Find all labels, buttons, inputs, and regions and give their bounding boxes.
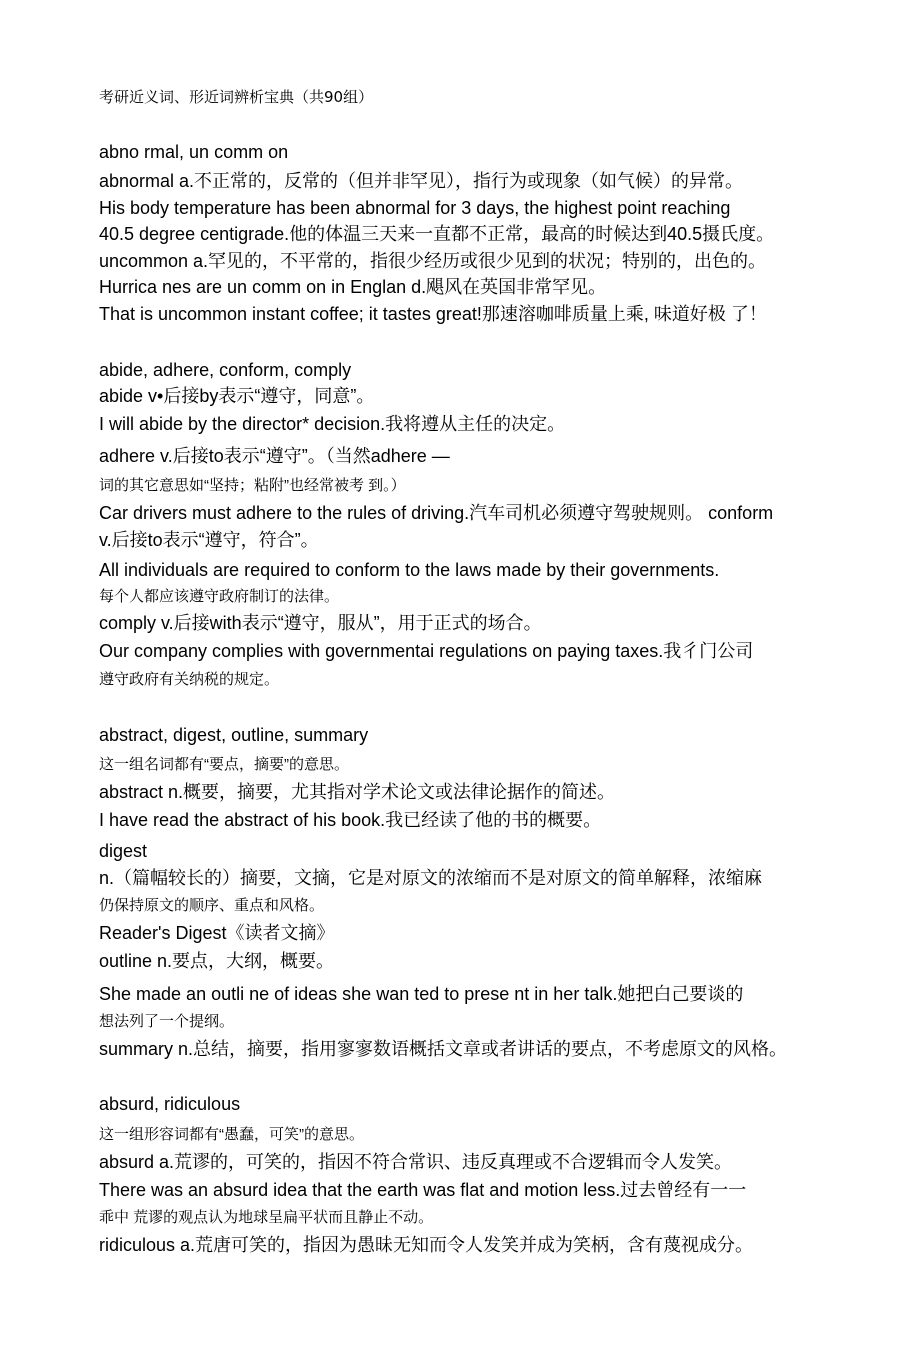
- text-line: outline n.要点，大纲，概要。: [99, 951, 335, 971]
- text-line: 遵守政府有关纳税的规定。: [99, 671, 280, 688]
- text-line: uncommon a.罕见的，不平常的，指很少经历或很少见到的状况；特别的，出色的。: [99, 251, 767, 271]
- text-line: 词的其它意思如“坚持；粘附”也经常被考 到。）: [99, 477, 406, 494]
- text-line: 乖中 荒谬的观点认为地球呈扁平状而且静止不动。: [99, 1209, 434, 1226]
- text-line: v.后接to表示“遵守，符合”。: [99, 530, 319, 550]
- text-line: abnormal a.不正常的，反常的（但并非罕见），指行为或现象（如气候）的异常。: [99, 171, 744, 191]
- text-line: That is uncommon instant coffee; it tastes great!那速溶咖啡质量上乘, 味道好极 了！: [99, 304, 767, 324]
- text-line: 40.5 degree centigrade.他的体温三天来一直都不正常，最高的时候达到40.5摄氏度。: [99, 224, 775, 244]
- text-line: His body temperature has been abnormal for 3 days, the highest point reaching: [99, 198, 731, 218]
- text-line: abide v•后接by表示“遵守，同意”。: [99, 386, 375, 406]
- text-line: There was an absurd idea that the earth was flat and motion less.过去曾经有一一: [99, 1180, 747, 1200]
- entry-heading: abno rmal, un comm on: [99, 142, 289, 162]
- text-line: 仍保持原文的顺序、重点和风格。: [99, 897, 325, 914]
- text-line: comply v.后接with表示“遵守，服从”，用于正式的场合。: [99, 613, 542, 633]
- text-line: I have read the abstract of his book.我已经读了他的书的概要。: [99, 810, 602, 830]
- text-line: ridiculous a.荒唐可笑的，指因为愚昧无知而令人发笑并成为笑柄，含有蔑视成分。: [99, 1235, 754, 1255]
- text-line: 每个人都应该遵守政府制订的法律。: [99, 588, 340, 605]
- text-line: digest: [99, 841, 148, 861]
- document-title: 考研近义词、形近词辨析宝典（共90组）: [99, 88, 374, 106]
- text-line: All individuals are required to conform to the laws made by their governments.: [99, 560, 720, 580]
- text-line: 这一组形容词都有“愚蠢，可笑”的意思。: [99, 1126, 364, 1143]
- entry-heading: abstract, digest, outline, summary: [99, 725, 369, 745]
- text-line: Hurrica nes are un comm on in Englan d.飓风在英国非常罕见。: [99, 277, 607, 297]
- text-line: abstract n.概要，摘要，尤其指对学术论文或法律论据作的简述。: [99, 782, 616, 802]
- text-line: n.（篇幅较长的）摘要，文摘，它是对原文的浓缩而不是对原文的简单解释，浓缩麻: [99, 868, 763, 888]
- text-line: adhere v.后接to表示“遵守”。（当然adhere —: [99, 446, 450, 466]
- text-line: Reader's Digest《读者文摘》: [99, 923, 335, 943]
- entry-heading: absurd, ridiculous: [99, 1094, 241, 1114]
- entry-heading: abide, adhere, conform, comply: [99, 360, 352, 380]
- text-line: absurd a.荒谬的，可笑的，指因不符合常识、违反真理或不合逻辑而令人发笑。: [99, 1152, 733, 1172]
- text-line: I will abide by the director* decision.我将遵从主任的决定。: [99, 414, 566, 434]
- text-line: 这一组名词都有“要点，摘要”的意思。: [99, 756, 349, 773]
- text-line: Car drivers must adhere to the rules of driving.汽车司机必须遵守驾驶规则。 conform: [99, 503, 774, 523]
- text-line: Our company complies with governmentai regulations on paying taxes.我彳门公司: [99, 641, 754, 661]
- text-line: 想法列了一个提纲。: [99, 1013, 235, 1030]
- text-line: She made an outli ne of ideas she wan ted to prese nt in her talk.她把白己要谈的: [99, 984, 744, 1004]
- text-line: summary n.总结，摘要，指用寥寥数语概括文章或者讲话的要点，不考虑原文的风格。: [99, 1039, 788, 1059]
